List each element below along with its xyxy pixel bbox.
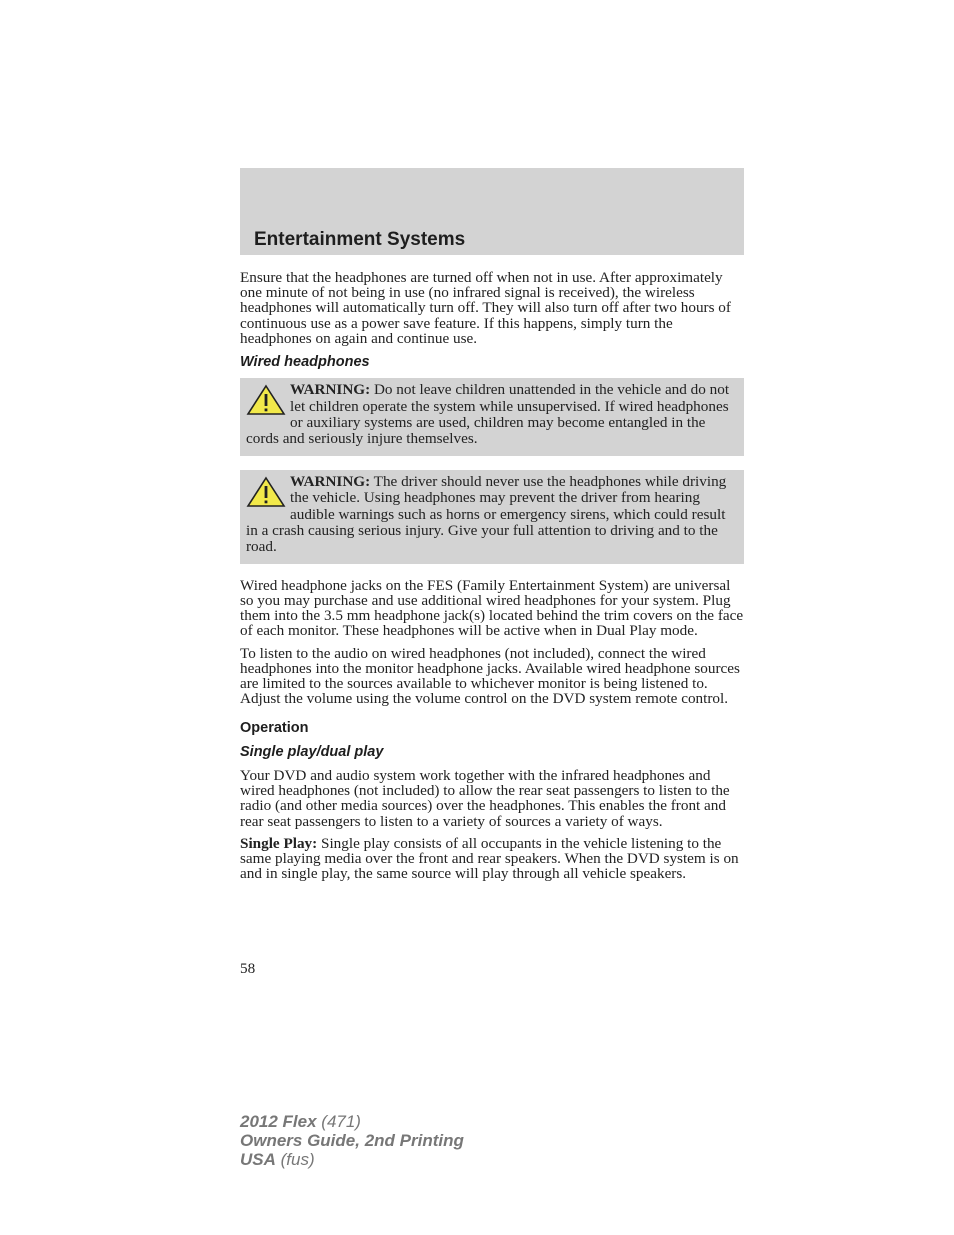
section-header (240, 168, 744, 255)
footer (240, 1112, 464, 1169)
single-play-paragraph (240, 836, 744, 882)
operation-paragraph: Your DVD and audio system work together with the infrared headphones and wired headphones (not included) to allow the rear seat passengers to listen to the radio (and other media sources) over the headphones. This enables the front and rear seat passengers to listen to a variety of sources a variety of ways. (240, 766, 730, 830)
single-play-label: Single Play: (240, 834, 318, 852)
single-play-text: Single play consists of all occupants in the vehicle listening to the same playing media over the front and rear speakers. When the DVD system is on and in single play, the same source will play through all vehicle speakers. (240, 834, 739, 883)
footer-line-1: 2012 Flex (471) (240, 1112, 361, 1131)
footer-line-3: USA (fus) (240, 1150, 315, 1169)
warning-label: WARNING: (290, 381, 371, 399)
intro-paragraph: Ensure that the headphones are turned off when not in use. After approximately one minute of not being in use (no infrared signal is received), the wireless headphones will automatically turn off. They will also turn off after two hours of continuous use as a power save feature. If this happens, simply turn the headphones on again and continue use. (240, 269, 731, 347)
warning-triangle-icon (246, 476, 286, 508)
warning-label: WARNING: (290, 472, 371, 490)
wired-headphones-heading: Wired headphones (240, 354, 370, 371)
wired-paragraph-1: Wired headphone jacks on the FES (Family Entertainment System) are universal so you may purchase and use additional wired headphones for your system. Plug them into the 3.5 mm headphone jack(s) located behind the trim covers on the face of each monitor. These headphones will be active when in Dual Play mode. (240, 576, 744, 640)
operation-heading: Operation (240, 719, 309, 736)
section-title: Entertainment Systems (254, 229, 466, 250)
warning-text: Do not leave children unattended in the vehicle and do not let children operate the system while unsupervised. If wired headphones or auxiliary systems are used, children may become entangled in the cords and seriously injure themselves. (246, 381, 730, 448)
single-dual-play-heading: Single play/dual play (240, 743, 384, 760)
warning-box-1 (240, 378, 744, 456)
warning-text: The driver should never use the headphones while driving the vehicle. Using headphones may prevent the driver from hearing audible warnings such as horns or emergency sirens, which could result in a crash causing serious injury. Give your full attention to driving and to the road. (246, 472, 727, 556)
footer-line-2: Owners Guide, 2nd Printing (240, 1131, 464, 1150)
warning-box-2 (240, 470, 744, 564)
page-content (240, 270, 744, 888)
warning-triangle-icon (246, 384, 286, 416)
wired-paragraph-2: To listen to the audio on wired headphones (not included), connect the wired headphones into the monitor headphone jacks. Available wired headphone sources are limited to the sources available to whichever monitor is being listened to. Adjust the volume using the volume control on the DVD system remote control. (240, 644, 740, 708)
page-number: 58 (240, 960, 256, 977)
